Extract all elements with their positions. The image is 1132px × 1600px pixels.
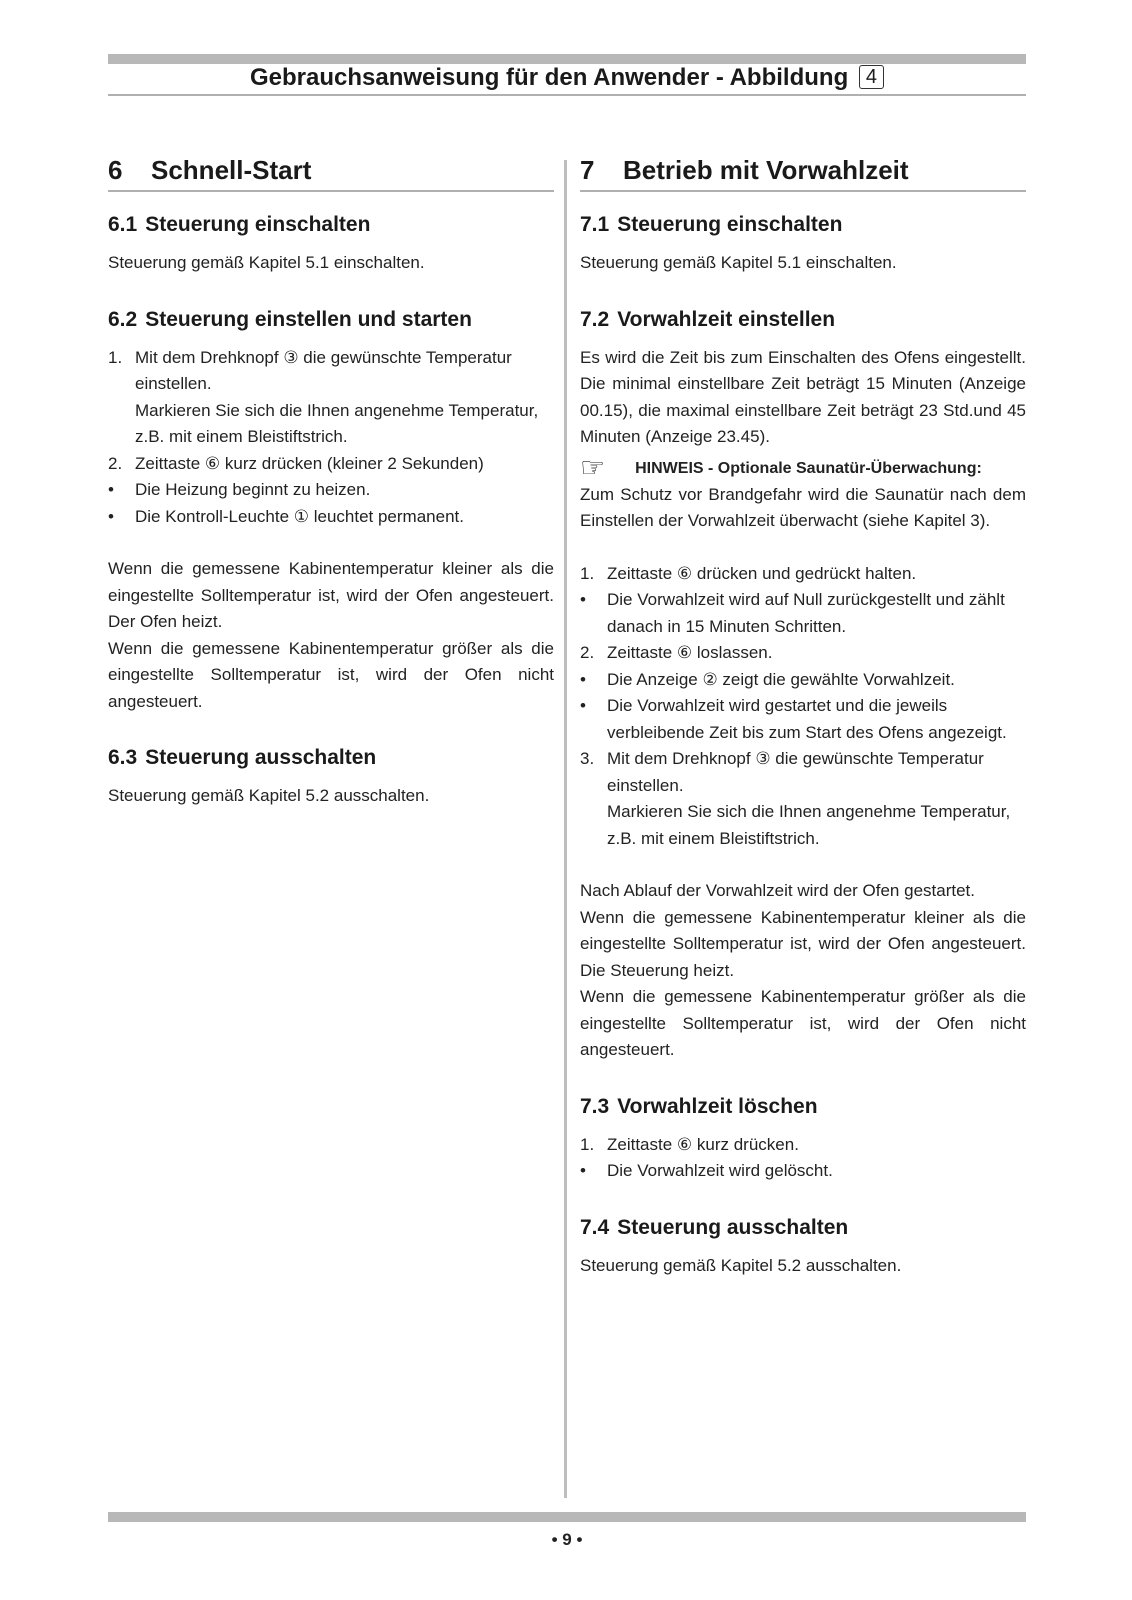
paragraph: Nach Ablauf der Vorwahlzeit wird der Ofen gestartet. [580,881,975,900]
pointing-hand-icon: ☞ [580,451,606,483]
subsection-title: Vorwahlzeit einstellen [617,307,836,331]
subsection-number: 7.1 [580,213,610,236]
list-marker: 1. [580,1134,595,1154]
list-marker: • [108,480,114,499]
list-item-text: Zeittaste ⑥ drücken und gedrückt halten. [607,563,917,583]
subsection-number: 7.2 [580,307,610,331]
section-number: 6 [108,155,123,185]
subsection-7-3-heading [580,1092,1026,1122]
note-title: HINWEIS - Optionale Saunatür-Überwachung: [635,459,982,477]
header-title: Gebrauchsanweisung für den Anwender - Abbildung [249,64,849,91]
list-item [580,640,1026,667]
subsection-title: Steuerung einschalten [145,213,371,236]
list-item [580,561,1026,588]
list-item [580,746,1026,799]
subsection-title: Vorwahlzeit löschen [617,1094,818,1118]
list-item-text: Die Anzeige ② zeigt die gewählte Vorwahlzeit. [607,669,955,689]
list-item [580,799,1026,852]
page-number: • 9 • [551,1530,583,1549]
list-item-text: Zeittaste ⑥ loslassen. [607,643,773,662]
list-marker: • [580,669,586,689]
section-number: 7 [580,155,595,185]
subsection-title: Steuerung ausschalten [145,746,377,769]
steps-list-6-2 [108,345,554,531]
list-item-text: Die Vorwahlzeit wird gelöscht. [607,1161,833,1180]
subsection-7-2-heading [580,305,1026,335]
section-6-heading [108,152,554,192]
list-item-text: Die Vorwahlzeit wird gestartet und die jeweils verbleibende Zeit bis zum Start des Ofens angezeigt. [607,696,1007,742]
list-item-text: Markieren Sie sich die Ihnen angenehme Temperatur, z.B. mit einem Bleistiftstrich. [607,802,1011,848]
subsection-6-1-text: Steuerung gemäß Kapitel 5.1 einschalten. [108,253,425,272]
list-item [580,587,1026,640]
subsection-number: 6.3 [108,746,138,769]
list-marker: 1. [580,563,595,583]
list-item-text: Die Kontroll-Leuchte ① leuchtet permanent. [135,506,464,526]
section-7-heading [580,152,1026,192]
paragraph: Wenn die gemessene Kabinentemperatur kleiner als die eingestellte Solltemperatur ist, wird der Ofen angesteuert. Die Steuerung heizt. [580,907,1026,980]
subsection-title: Steuerung einschalten [617,213,843,236]
list-item-text: Die Vorwahlzeit wird auf Null zurückgestellt und zählt danach in 15 Minuten Schritten. [607,590,1005,636]
list-marker: 3. [580,749,595,768]
figure-number-box: 4 [859,65,884,89]
header-rule [108,94,1026,96]
section-title: Schnell-Start [151,155,312,185]
paragraph: Wenn die gemessene Kabinentemperatur größer als die eingestellte Solltemperatur ist, wird der Ofen nicht angesteuert. [108,638,554,711]
subsection-7-4-heading [580,1213,1026,1243]
list-marker: • [580,696,586,715]
note-text: Zum Schutz vor Brandgefahr wird die Saunatür nach dem Einstellen der Vorwahlzeit überwacht (siehe Kapitel 3). [580,484,1026,530]
list-marker: • [580,590,586,609]
list-marker: • [108,506,114,526]
list-item [580,693,1026,746]
subsection-7-1-text: Steuerung gemäß Kapitel 5.1 einschalten. [580,253,897,272]
list-item [108,451,554,478]
note-heading [580,451,1026,483]
left-column [108,152,554,810]
subsection-number: 6.2 [108,307,138,331]
list-item [108,504,554,531]
list-marker: • [580,1161,586,1180]
subsection-6-2-heading [108,305,554,335]
subsection-6-3-text: Steuerung gemäß Kapitel 5.2 ausschalten. [108,786,430,805]
paragraph: Wenn die gemessene Kabinentemperatur kleiner als die eingestellte Solltemperatur ist, wird der Ofen angesteuert. Der Ofen heizt. [108,559,554,631]
steps-list-7-3 [580,1132,1026,1185]
page-header [108,62,1026,94]
list-marker: 2. [108,453,123,473]
subsection-7-2-text: Es wird die Zeit bis zum Einschalten des Ofens eingestellt. Die minimal einstellbare Zeit beträgt 15 Minuten (Anzeige 00.15), die maximal einstellbare Zeit beträgt 23 Std.und 45 Minuten (Anzeige 23.45). [580,347,1026,446]
list-item-text: Zeittaste ⑥ kurz drücken. [607,1134,799,1154]
subsection-7-1-heading [580,210,1026,240]
subsection-number: 6.1 [108,213,138,236]
footer-bar [108,1512,1026,1522]
subsection-6-3-heading [108,743,554,773]
list-item [580,1132,1026,1159]
list-item [580,1158,1026,1185]
subsection-number: 7.3 [580,1094,610,1118]
right-column [580,152,1026,1279]
column-divider [564,160,567,1498]
subsection-6-1-heading [108,210,554,240]
list-item [108,477,554,504]
paragraph: Wenn die gemessene Kabinentemperatur größer als die eingestellte Solltemperatur ist, wird der Ofen nicht angesteuert. [580,987,1026,1059]
list-marker: 2. [580,643,595,662]
list-item-text: Markieren Sie sich die Ihnen angenehme Temperatur, z.B. mit einem Bleistiftstrich. [135,400,539,446]
subsection-title: Steuerung ausschalten [617,1215,849,1239]
list-item-text: Mit dem Drehknopf ③ die gewünschte Temperatur einstellen. [135,347,512,393]
list-item-text: Mit dem Drehknopf ③ die gewünschte Temperatur einstellen. [607,749,984,795]
list-item-text: Zeittaste ⑥ kurz drücken (kleiner 2 Sekunden) [135,453,484,473]
subsection-title: Steuerung einstellen und starten [145,307,472,331]
list-item [108,345,554,398]
list-marker: 1. [108,347,123,367]
subsection-number: 7.4 [580,1215,610,1239]
steps-list-7-2 [580,561,1026,853]
list-item-text: Die Heizung beginnt zu heizen. [135,480,371,499]
list-item [580,667,1026,694]
section-title: Betrieb mit Vorwahlzeit [623,155,909,185]
subsection-7-4-text: Steuerung gemäß Kapitel 5.2 ausschalten. [580,1255,902,1275]
list-item [108,398,554,451]
